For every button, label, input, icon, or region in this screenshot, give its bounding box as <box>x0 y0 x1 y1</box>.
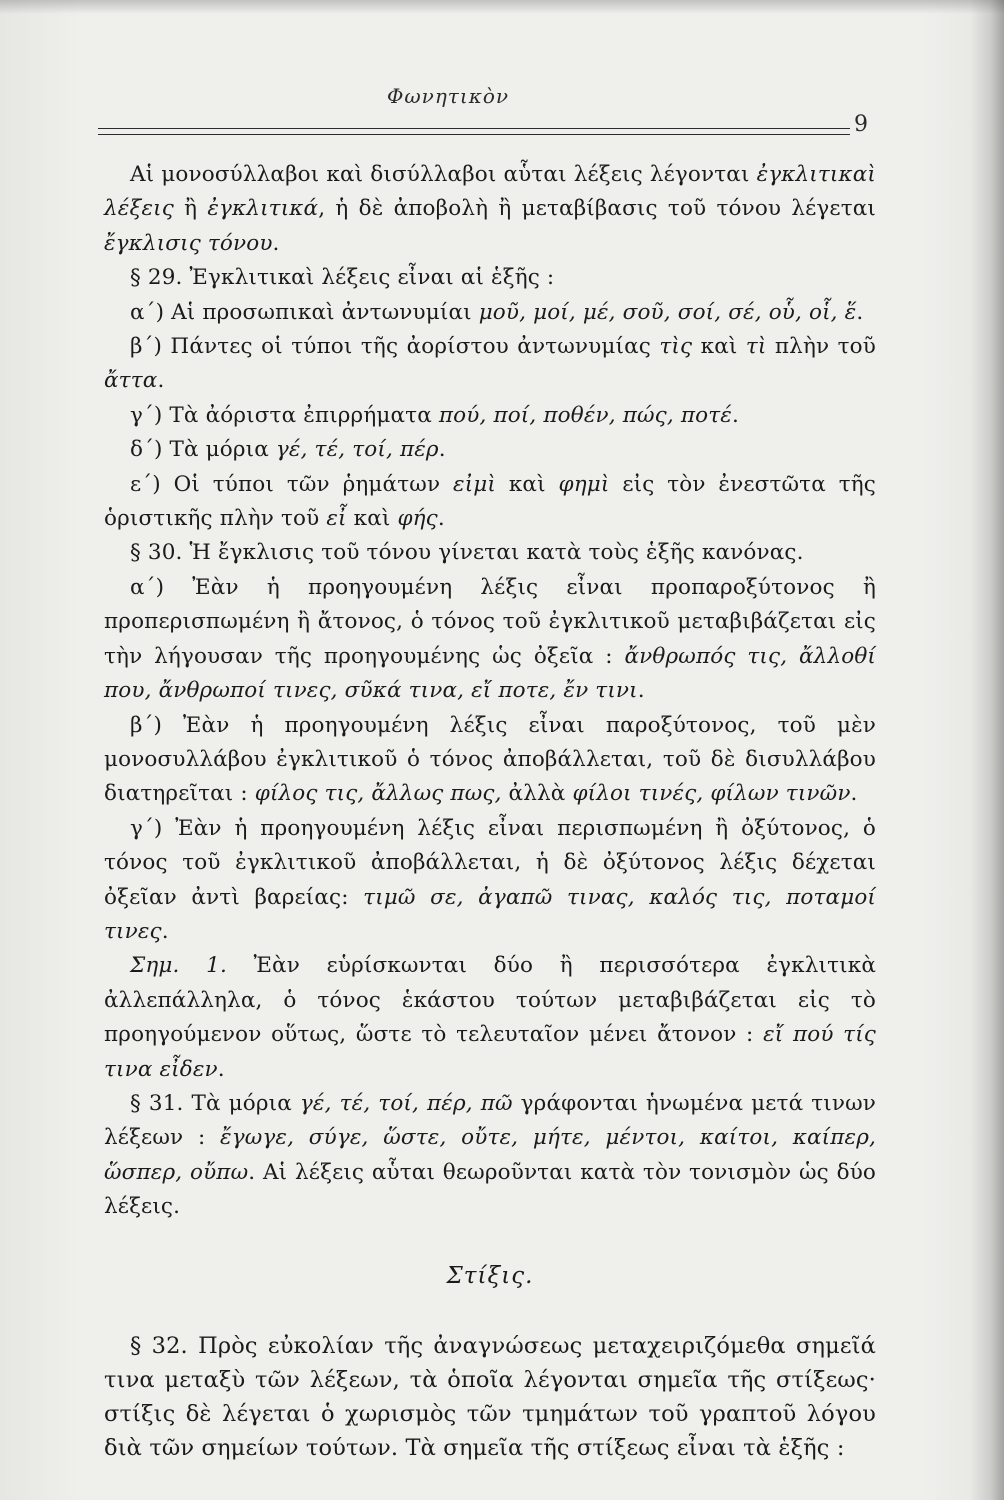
list-item-29-b: β΄) Πάντες οἱ τύποι τῆς ἀορίστου ἀντωνυμίας τὶς καὶ τὶ πλὴν τοῦ ἄττα. <box>104 334 876 394</box>
list-item-29-a: α΄) Αἱ προσωπικαὶ ἀντωνυμίαι μοῦ, μοί, μέ, σοῦ, σοί, σέ, οὗ, οἷ, ἕ. <box>130 299 864 325</box>
header-rule-top <box>98 128 850 129</box>
section-32-block <box>104 1329 876 1465</box>
list-item-29-d: δ΄) Τὰ μόρια γέ, τέ, τοί, πέρ. <box>130 437 446 463</box>
section-29: § 29. Ἐγκλιτικαὶ λέξεις εἶναι αἱ ἑξῆς : <box>130 265 555 291</box>
page-number: 9 <box>854 112 868 137</box>
section-30: § 30. Ἡ ἔγκλισις τοῦ τόνου γίνεται κατὰ τοὺς ἑξῆς κανόνας. <box>130 540 804 566</box>
page-binding-shadow <box>970 0 1004 1500</box>
page-top-shadow <box>0 0 1004 14</box>
note-label: Σημ. 1. <box>130 953 227 979</box>
section-31: § 31. Τὰ μόρια γέ, τέ, τοί, πέρ, πῶ γράφονται ἡνωμένα μετά τινων λέξεων : ἔγωγε, σύγε, ὥστε, οὔτε, μήτε, μέντοι, καίτοι, καίπερ, ὥσπερ, οὔπω. Αἱ λέξεις αὗται θεωροῦνται κατὰ τὸν τονισμὸν ὡς δύο λέξεις. <box>104 1090 877 1220</box>
note-1: Σημ. 1. Ἐὰν εὑρίσκωνται δύο ἢ περισσότερα ἐγκλιτικὰ ἀλλεπάλληλα, ὁ τόνος ἑκάστου τούτων μεταβιβάζεται εἰς τὸ προηγούμενον οὕτως, ὥστε τὸ τελευταῖον μένει ἄτονον : εἴ πού τίς τινα εἶδεν. <box>104 953 876 1082</box>
running-header <box>98 82 878 152</box>
paragraph-enclitics-intro: Αἱ μονοσύλλαβοι καὶ δισύλλαβοι αὗται λέξεις λέγονται ἐγκλιτικαὶ λέξεις ἢ ἐγκλιτικά, ἡ δὲ ἀποβολὴ ἢ μεταβίβασις τοῦ τόνου λέγεται ἔγκλισις τόνου. <box>104 162 876 256</box>
section-32: § 32. Πρὸς εὐκολίαν τῆς ἀναγνώσεως μεταχειριζόμεθα σημεῖά τινα μεταξὺ τῶν λέξεων, τὰ ὁποῖα λέγονται σημεῖα τῆς στίξεως· στίξις δὲ λέγεται ὁ χωρισμὸς τῶν τμημάτων τοῦ γραπτοῦ λόγου διὰ τῶν σημείων τούτων. Τὰ σημεῖα τῆς στίξεως εἶναι τὰ ἑξῆς : <box>104 1333 876 1461</box>
rule-30-a: α΄) Ἐὰν ἡ προηγουμένη λέξις εἶναι προπαροξύτονος ἢ προπερισπωμένη ἢ ἄτονος, ὁ τόνος τοῦ ἐγκλιτικοῦ μεταβιβάζεται εἰς τὴν λήγουσαν τῆς προηγουμένης ὡς ὀξεῖα : ἄνθρωπός τις, ἄλλοθί που, ἄνθρωποί τινες, σῦκά τινα, εἴ ποτε, ἔν τινι. <box>104 574 876 704</box>
header-rule-bottom <box>98 134 850 135</box>
rule-30-b: β΄) Ἐὰν ἡ προηγουμένη λέξις εἶναι παροξύτονος, τοῦ μὲν μονοσυλλάβου ἐγκλιτικοῦ ὁ τόνος ἀποβάλλεται, τοῦ δὲ δισυλλάβου διατηρεῖται : φίλος τις, ἄλλως πως, ἀλλὰ φίλοι τινές, φίλων τινῶν. <box>104 712 876 807</box>
rule-30-c: γ΄) Ἐὰν ἡ προηγουμένη λέξις εἶναι περισπωμένη ἢ ὀξύτονος, ὁ τόνος τοῦ ἐγκλιτικοῦ ἀποβάλλεται, ἡ δὲ ὀξύτονος λέξις δέχεται ὀξεῖαν ἀντὶ βαρείας: τιμῶ σε, ἀγαπῶ τινας, καλός τις, ποταμοί τινες. <box>104 815 876 944</box>
running-title: Φωνητικὸν <box>386 84 510 108</box>
body-text <box>104 158 876 1465</box>
list-item-29-c: γ΄) Τὰ ἀόριστα ἐπιρρήματα πού, ποί, ποθέν, πώς, ποτέ. <box>130 402 739 428</box>
list-item-29-e: ε΄) Οἱ τύποι τῶν ῥημάτων εἰμὶ καὶ φημὶ εἰς τὸν ἐνεστῶτα τῆς ὁριστικῆς πλὴν τοῦ εἶ καὶ φής. <box>104 471 876 532</box>
section-heading-stixis: Στίξις. <box>446 1262 534 1289</box>
